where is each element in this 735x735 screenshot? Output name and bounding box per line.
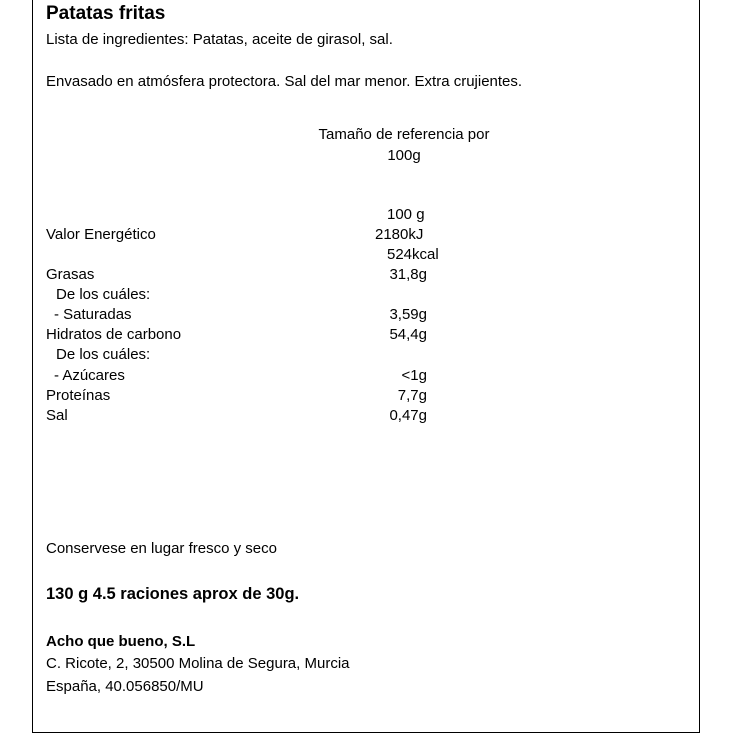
nutrient-value-salt: 0,47g bbox=[389, 407, 427, 424]
nutrient-label-fat: Grasas bbox=[46, 266, 95, 283]
ingredients-text: Lista de ingredientes: Patatas, aceite de girasol, sal. bbox=[46, 31, 393, 48]
packaging-notes: Envasado en atmósfera protectora. Sal del mar menor. Extra crujientes. bbox=[46, 73, 523, 90]
company-country-registry: España, 40.056850/MU bbox=[46, 678, 204, 695]
nutrient-label-saturates: - Saturadas bbox=[54, 306, 132, 323]
nutrient-label-sugars: - Azúcares bbox=[54, 367, 125, 384]
energy-kcal-value: 524kcal bbox=[387, 246, 439, 263]
nutrient-label-of-which: De los cuáles: bbox=[56, 286, 151, 303]
nutrient-label-carbohydrates: Hidratos de carbono bbox=[46, 326, 182, 343]
nutrient-value-sugars: <1g bbox=[401, 367, 427, 384]
reference-size-line1: Tamaño de referencia por bbox=[318, 126, 490, 143]
nutrition-column-header: 100 g bbox=[387, 206, 425, 223]
storage-instructions: Conservese en lugar fresco y seco bbox=[46, 540, 277, 557]
nutrient-value-saturates: 3,59g bbox=[389, 306, 427, 323]
nutrient-value-carbohydrates: 54,4g bbox=[389, 326, 427, 343]
energy-label: Valor Energético bbox=[46, 226, 156, 243]
nutrient-value-protein: 7,7g bbox=[397, 387, 427, 404]
reference-size-line2: 100g bbox=[387, 147, 421, 164]
nutrient-label-protein: Proteínas bbox=[46, 387, 111, 404]
company-address: C. Ricote, 2, 30500 Molina de Segura, Murcia bbox=[46, 655, 350, 672]
net-weight: 130 g 4.5 raciones aprox de 30g. bbox=[46, 585, 300, 603]
nutrient-label-of-which-2: De los cuáles: bbox=[56, 346, 151, 363]
nutrient-label-salt: Sal bbox=[46, 407, 68, 424]
energy-kj-value: 2180kJ bbox=[375, 226, 424, 243]
nutrient-value-fat: 31,8g bbox=[389, 266, 427, 283]
company-name: Acho que bueno, S.L bbox=[46, 633, 196, 650]
product-title: Patatas fritas bbox=[46, 3, 166, 24]
